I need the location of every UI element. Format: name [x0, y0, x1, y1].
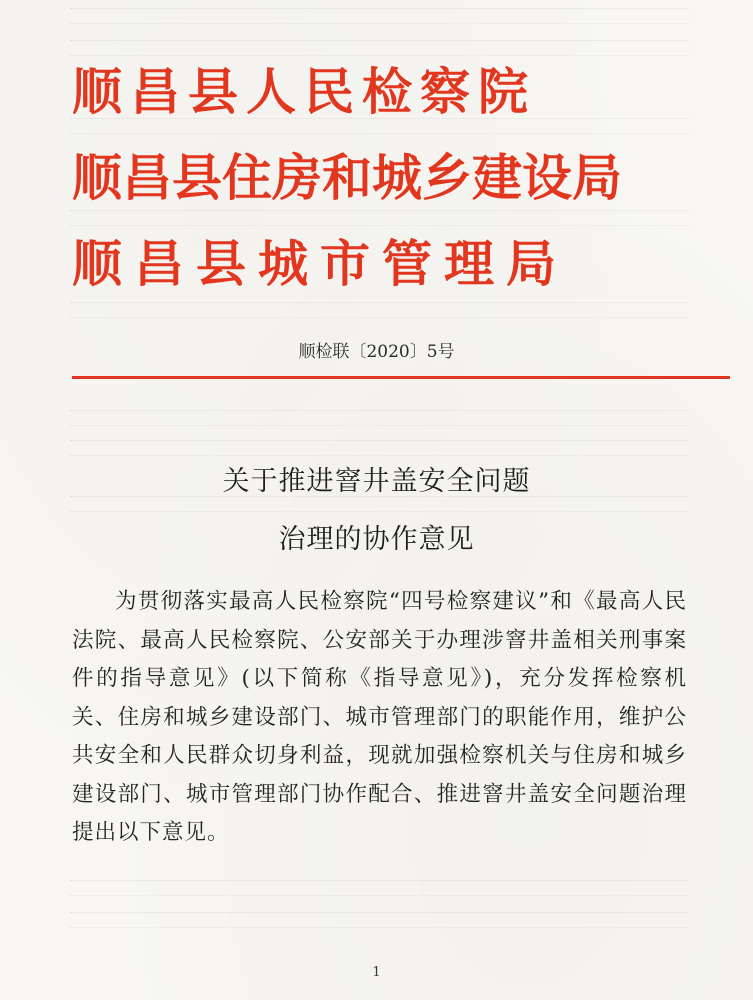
document-number: 顺检联〔2020〕5号 — [298, 342, 455, 362]
page-number: 1 — [372, 965, 381, 980]
show-through-line — [70, 40, 690, 56]
show-through-line — [70, 8, 690, 24]
body-paragraph: 为贯彻落实最高人民检察院“四号检察建议”和《最高人民法院、最高人民检察院、公安部关于办理涉窨井盖相关刑事案件的指导意见》(以下简称《指导意见》)，充分发挥检察机关、住房和城乡建设部门、城市管理部门的职能作用，维护公共安全和人民群众切身利益，现就加强检察机关与住房和城乡建设部门、城市管理部门协作配合、推进窨井盖安全问题治理提出以下意见。 — [72, 589, 687, 845]
show-through-line — [70, 912, 690, 928]
document-title-line-1: 关于推进窨井盖安全问题 — [222, 466, 531, 497]
show-through-line — [70, 410, 690, 426]
issuer-urban-management-bureau: 顺昌县城市管理局 — [72, 234, 568, 293]
document-title-line-2: 治理的协作意见 — [278, 524, 475, 555]
show-through-line — [70, 440, 690, 456]
issuer-housing-bureau: 顺昌县住房和城乡建设局 — [72, 148, 622, 207]
red-header-rule — [72, 376, 730, 379]
show-through-line — [70, 880, 690, 896]
issuer-procuratorate: 顺昌县人民检察院 — [72, 62, 536, 121]
show-through-line — [70, 302, 690, 318]
show-through-line — [70, 210, 690, 226]
